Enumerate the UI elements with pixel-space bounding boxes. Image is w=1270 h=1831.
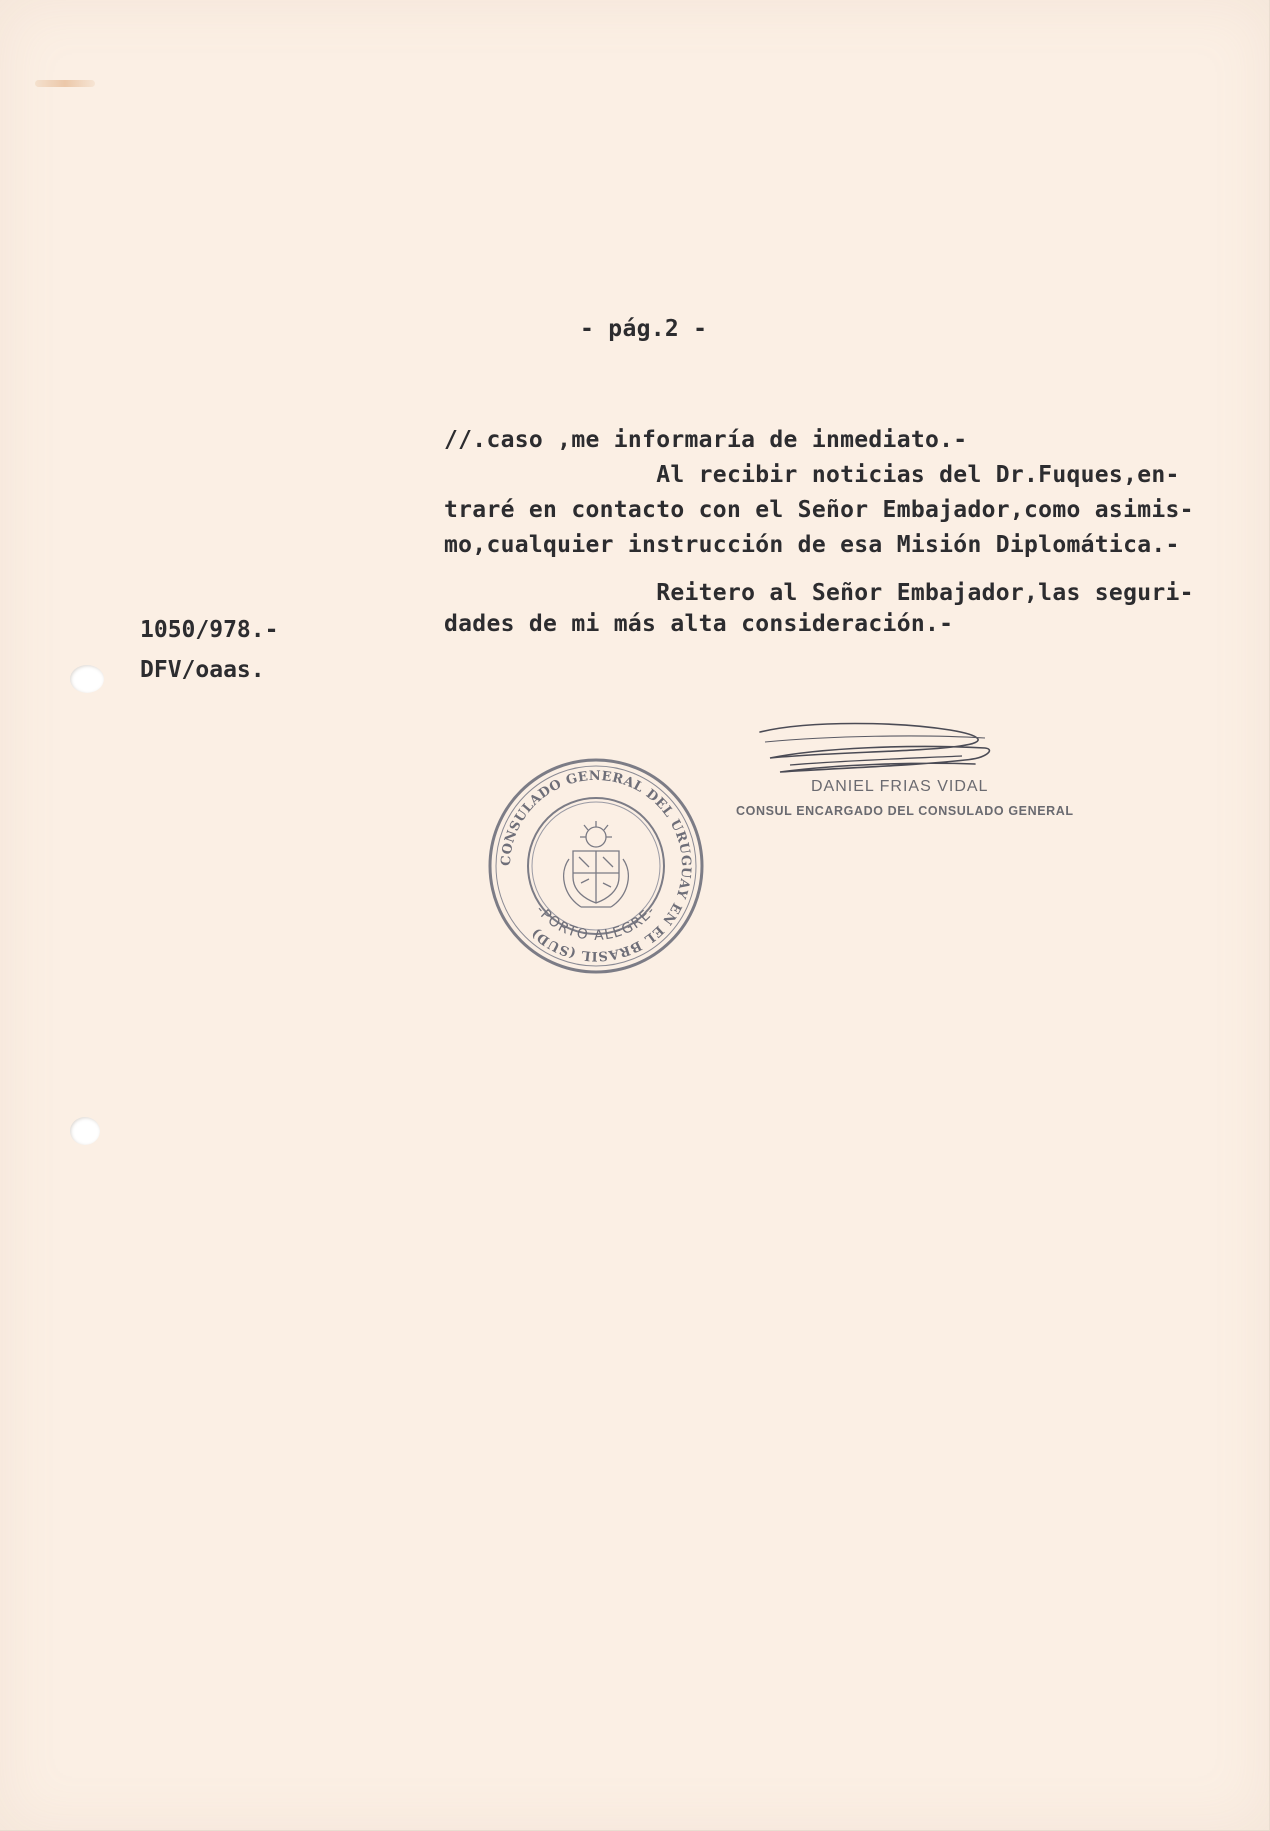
body-line: Al recibir noticias del Dr.Fuques,en- (444, 462, 1180, 488)
signatory-name: DANIEL FRIAS VIDAL (811, 778, 989, 795)
seal-ring-text: CONSULADO GENERAL DEL URUGUAY EN EL BRASIL (SUD) (498, 768, 694, 964)
consulate-seal (485, 755, 707, 977)
body-line: //.caso ,me informaría de inmediato.- (444, 427, 968, 453)
page-number: - pág.2 - (580, 316, 708, 342)
body-line: mo,cualquier instrucción de esa Misión Diplomática.- (444, 532, 1180, 558)
punch-hole-bottom (70, 1117, 100, 1145)
signatory-title: CONSUL ENCARGADO DEL CONSULADO GENERAL (736, 804, 1074, 818)
file-number: 1050/978.- (140, 617, 279, 643)
typist-initials: DFV/oaas. (140, 657, 265, 683)
punch-hole-top (70, 665, 104, 693)
paper-stain (35, 80, 95, 87)
coat-of-arms-icon (564, 821, 629, 907)
body-line: traré en contacto con el Señor Embajador,como asimis- (444, 497, 1194, 523)
body-line: dades de mi más alta consideración.- (444, 611, 954, 637)
body-line: Reitero al Señor Embajador,las seguri- (444, 580, 1194, 606)
seal-city-text: -PORTO ALEGRE- (532, 902, 660, 945)
signature (750, 718, 1000, 780)
